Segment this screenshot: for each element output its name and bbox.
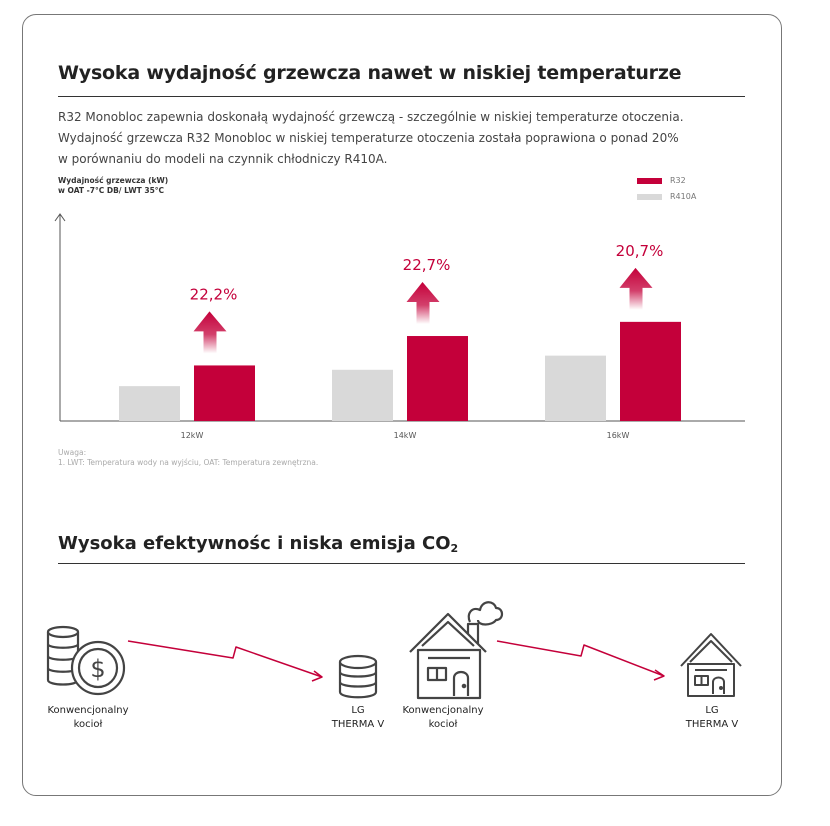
bar-r410a-16kW xyxy=(545,356,606,421)
y-axis-label-line-1: Wydajność grzewcza (kW) xyxy=(58,176,169,185)
intro-line-1: R32 Monobloc zapewnia doskonałą wydajność grzewczą - szczególnie w niskiej temperaturze otoczenia. xyxy=(58,110,684,124)
increase-arrow-12kW xyxy=(194,311,227,353)
caption-conventional-boiler-2 xyxy=(393,704,493,732)
arrow-2-head xyxy=(654,670,664,680)
legend-label-r32: R32 xyxy=(670,176,686,185)
transition-arrows xyxy=(0,560,830,700)
caption-2-line-1: LG xyxy=(351,705,365,716)
bar-r32-14kW xyxy=(407,336,468,421)
increase-label-16kW: 20,7% xyxy=(615,241,664,260)
increase-label-14kW: 22,7% xyxy=(402,256,451,275)
x-tick-label-14kW: 14kW xyxy=(393,431,417,440)
section-heatingcapacity-title: Wysoka wydajność grzewcza nawet w niskiej temperaturze xyxy=(58,62,682,84)
increase-arrow-14kW xyxy=(407,282,440,324)
caption-3-line-2: kocioł xyxy=(428,719,458,730)
notes-title: Uwaga: xyxy=(58,448,87,457)
co2-subscript: 2 xyxy=(450,542,459,555)
arrow-2-path xyxy=(497,641,664,676)
chart-notes xyxy=(58,448,318,468)
bar-r410a-12kW xyxy=(119,386,180,421)
caption-conventional-boiler-1 xyxy=(38,704,138,732)
notes-line-1: 1. LWT: Temperatura wody na wyjściu, OAT: Temperatura zewnętrzna. xyxy=(58,458,319,467)
caption-3-line-1: Konwencjonalny xyxy=(402,705,484,716)
legend-label-r410a: R410A xyxy=(670,192,697,201)
caption-lg-therma-v-2 xyxy=(672,704,752,732)
caption-4-line-1: LG xyxy=(705,705,719,716)
x-tick-label-16kW: 16kW xyxy=(606,431,630,440)
intro-line-2: Wydajność grzewcza R32 Monobloc w niskiej temperaturze otoczenia została poprawiona o ponad 20% xyxy=(58,131,679,145)
section-efficiency-title-text: Wysoka efektywnośc i niska emisja CO xyxy=(58,533,451,554)
section-efficiency-title xyxy=(58,533,458,555)
y-axis-label-line-2: w OAT -7°C DB/ LWT 35°C xyxy=(58,186,165,195)
bar-r32-16kW xyxy=(620,322,681,421)
caption-2-line-2: THERMA V xyxy=(331,719,385,730)
bar-r32-12kW xyxy=(194,365,255,421)
caption-1-line-2: kocioł xyxy=(73,719,103,730)
intro-line-3: w porównaniu do modeli na czynnik chłodniczy R410A. xyxy=(58,152,388,166)
caption-lg-therma-v-1 xyxy=(318,704,398,732)
svg-text:$: $ xyxy=(90,655,106,683)
caption-4-line-2: THERMA V xyxy=(685,719,739,730)
increase-arrow-16kW xyxy=(620,268,653,310)
increase-label-12kW: 22,2% xyxy=(189,285,238,304)
arrow-1-path xyxy=(128,641,322,677)
caption-1-line-1: Konwencjonalny xyxy=(47,705,129,716)
bar-r410a-14kW xyxy=(332,370,393,421)
x-tick-label-12kW: 12kW xyxy=(180,431,204,440)
